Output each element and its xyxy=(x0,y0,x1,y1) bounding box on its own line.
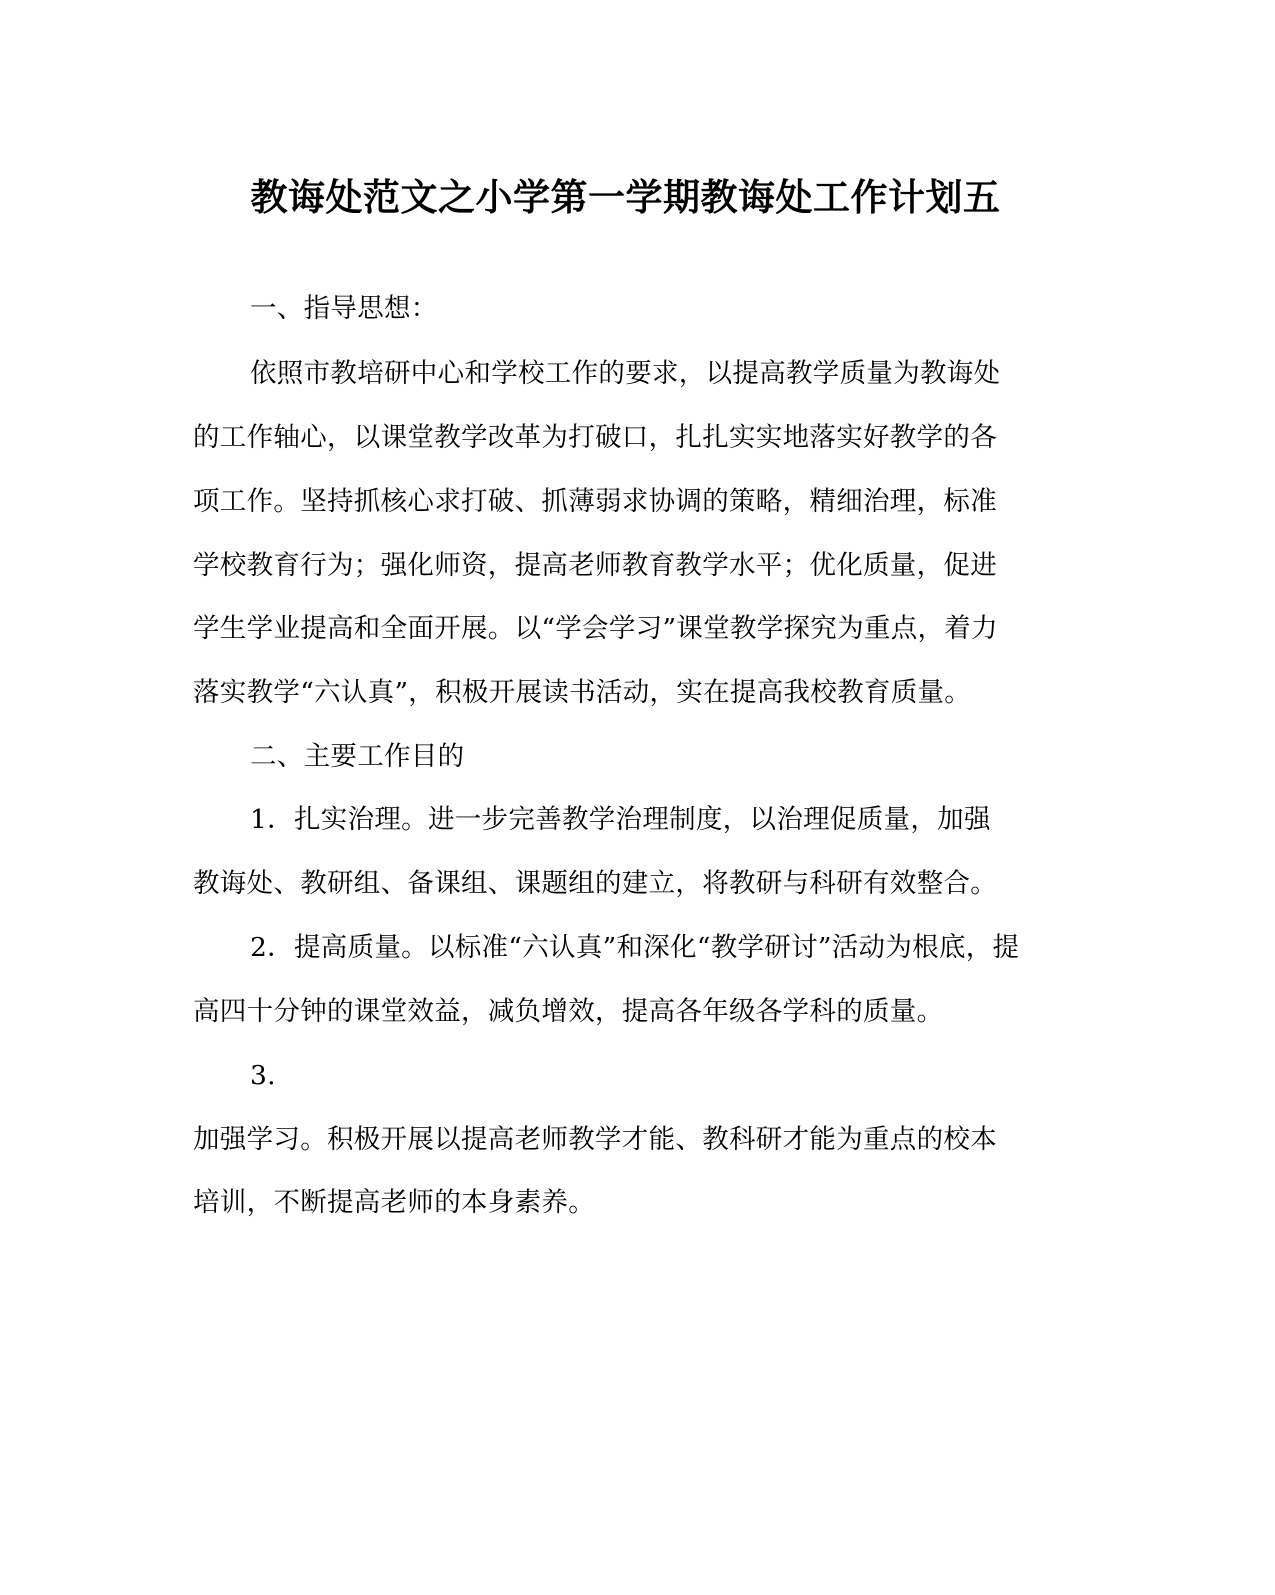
paragraph-line: 高四十分钟的课堂效益，减负增效，提高各年级各学科的质量。 xyxy=(193,996,944,1027)
paragraph-line: 项工作。坚持抓核心求打破、抓薄弱求协调的策略，精细治理，标准 xyxy=(193,486,997,517)
list-number: 3. xyxy=(250,1060,276,1091)
paragraph-line: 学生学业提高和全面开展。以“学会学习”课堂教学探究为重点，着力 xyxy=(193,613,998,644)
paragraph-line: 学校教育行为；强化师资，提高老师教育教学水平；优化质量，促进 xyxy=(193,550,997,581)
paragraph-line: 依照市教培研中心和学校工作的要求，以提高教学质量为教诲处 xyxy=(250,358,1001,389)
document-title: 教诲处范文之小学第一学期教诲处工作计划五 xyxy=(250,175,1001,219)
paragraph-line: 2．提高质量。以标准“六认真”和深化“教学研讨”活动为根底，提 xyxy=(250,932,1020,963)
paragraph-line: 教诲处、教研组、备课组、课题组的建立，将教研与科研有效整合。 xyxy=(193,868,997,899)
paragraph-line: 的工作轴心，以课堂教学改革为打破口，扎扎实实地落实好教学的各 xyxy=(193,422,997,453)
paragraph-line: 加强学习。积极开展以提高老师教学才能、教科研才能为重点的校本 xyxy=(193,1124,997,1155)
section-heading-guiding-ideology: 一、指导思想： xyxy=(250,293,438,324)
section-heading-main-goals: 二、主要工作目的 xyxy=(250,741,465,772)
paragraph-line: 1．扎实治理。进一步完善教学治理制度，以治理促质量，加强 xyxy=(250,804,991,835)
paragraph-line: 培训，不断提高老师的本身素养。 xyxy=(193,1187,595,1218)
paragraph-line: 落实教学“六认真”，积极开展读书活动，实在提高我校教育质量。 xyxy=(193,677,972,708)
